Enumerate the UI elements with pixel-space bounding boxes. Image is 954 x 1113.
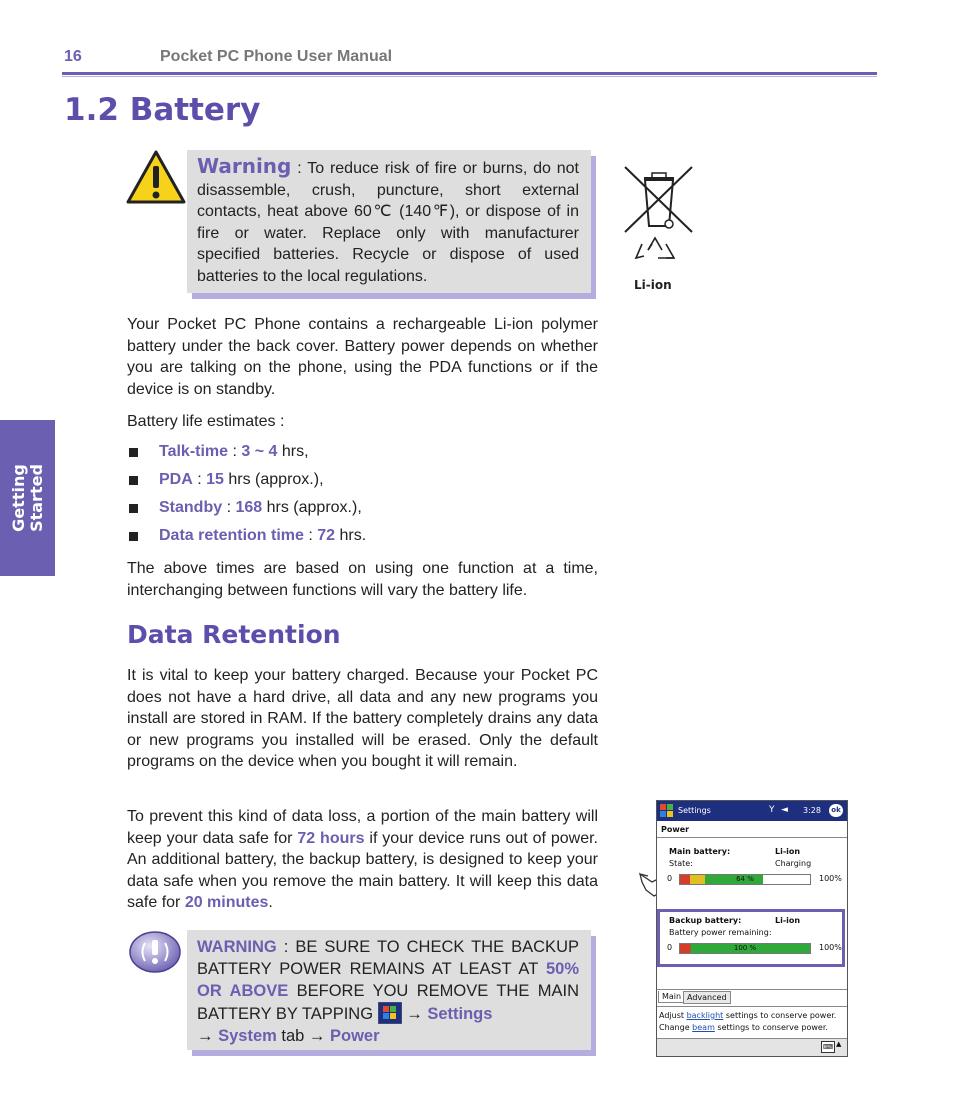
list-item: Talk-time : 3 ~ 4 hrs, (127, 438, 598, 466)
beam-link[interactable]: beam (692, 1023, 715, 1032)
header-rule-thin (62, 76, 877, 77)
input-arrow-icon[interactable]: ▲ (836, 1040, 842, 1048)
divider (657, 837, 847, 838)
list-item: Standby : 168 hrs (approx.), (127, 494, 598, 522)
exclamation-bubble-icon (128, 930, 182, 976)
recycle-icon (636, 238, 674, 258)
device-tab-title: Power (661, 825, 690, 834)
windows-flag-icon (660, 804, 674, 818)
backup-battery-percent: 100 % (733, 944, 757, 952)
backup-remaining-label: Battery power remaining: (669, 928, 772, 937)
device-title-bar (657, 801, 847, 821)
backup-battery-label: Backup battery: (669, 916, 742, 925)
main-max: 100% (819, 874, 842, 883)
state-value: Charging (775, 859, 812, 868)
main-battery-bar (679, 874, 811, 885)
side-tab-line2: Started (26, 464, 46, 532)
header-rule (62, 72, 877, 75)
speaker-icon: ◄ (781, 805, 788, 815)
warning-box-backup: WARNING : BE SURE TO CHECK THE BACKUP BATTERY POWER REMAINS AT LEAST AT 50% OR ABOVE BEFORE YOU REMOVE THE MAIN BATTERY BY TAPPING → Settings → System tab → Power (187, 930, 591, 1050)
backlight-line: Adjust backlight settings to conserve power. (659, 1011, 837, 1020)
backlight-link[interactable]: backlight (686, 1011, 724, 1020)
device-clock: 3:28 (803, 806, 821, 815)
data-retention-paragraph-2: To prevent this kind of data loss, a portion of the main battery will keep your data safe for 72 hours if your device runs out of power. An additional battery, the backup battery, is designed to keep your data safe when you remove the main battery. It will keep this data safe for 20 minutes. (127, 808, 598, 912)
main-battery-percent: 64 % (736, 875, 754, 883)
divider (657, 989, 847, 990)
data-retention-heading: Data Retention (127, 620, 341, 649)
list-item: PDA : 15 hrs (approx.), (127, 466, 598, 494)
signal-icon: Y (769, 805, 775, 815)
warning-text: : To reduce risk of fire or burns, do not disassemble, crush, puncture, short external contacts, heat above 60℃ (140℉), or dispose of in fire or water. Replace only with manufacturer specified batteries. Recycle or dispose of used batteries to the local regulations. (197, 160, 579, 285)
ok-button[interactable]: ok (829, 804, 843, 817)
main-battery-label: Main battery: (669, 847, 731, 856)
beam-line: Change beam settings to conserve power. (659, 1023, 828, 1032)
main-min: 0 (667, 874, 673, 883)
backup-max: 100% (819, 943, 842, 952)
device-title: Settings (678, 806, 711, 815)
estimates-list (127, 438, 598, 550)
backup-battery-bar (679, 943, 811, 954)
state-label: State: (669, 859, 693, 868)
section-title: 1.2 Battery (64, 92, 261, 128)
liion-label: Li-ion (634, 278, 672, 292)
main-battery-type: Li-ion (775, 847, 801, 856)
backup-battery-type: Li-ion (775, 916, 801, 925)
running-header: Pocket PC Phone User Manual (160, 48, 393, 65)
estimates-label: Battery life estimates : (127, 413, 285, 430)
device-bottom-bar (657, 1038, 847, 1057)
intro-paragraph: Your Pocket PC Phone contains a rechargeable Li-ion polymer battery under the back cover. Battery power depends on whether you are talking on the phone, using the PDA functions or if the device is on standby. (127, 316, 598, 398)
windows-start-icon (378, 1002, 402, 1024)
side-tab-line1: Getting (8, 464, 28, 532)
page-number: 16 (64, 48, 82, 65)
divider (657, 1006, 847, 1007)
data-retention-paragraph-1: It is vital to keep your battery charged. Because your Pocket PC does not have a hard drive, all data and any new programs you install are stored in RAM. If the battery completely drains any data or new programs you installed will be erased. Only the default programs on the device when you bought it will remain. (127, 667, 598, 771)
tab-advanced[interactable]: Advanced (683, 991, 731, 1004)
tab-main[interactable]: Main (658, 991, 685, 1003)
crossed-bin-icon (622, 164, 694, 276)
warning-label: Warning (197, 154, 292, 178)
warning-box (187, 150, 591, 293)
warning-triangle-icon (126, 150, 186, 204)
list-item: Data retention time : 72 hrs. (127, 522, 598, 550)
keyboard-icon[interactable]: ⌨ (822, 1043, 834, 1051)
times-note: The above times are based on using one function at a time, interchanging between functions will vary the battery life. (127, 560, 598, 599)
backup-min: 0 (667, 943, 673, 952)
side-tab (0, 420, 55, 576)
device-screenshot (656, 800, 848, 1057)
